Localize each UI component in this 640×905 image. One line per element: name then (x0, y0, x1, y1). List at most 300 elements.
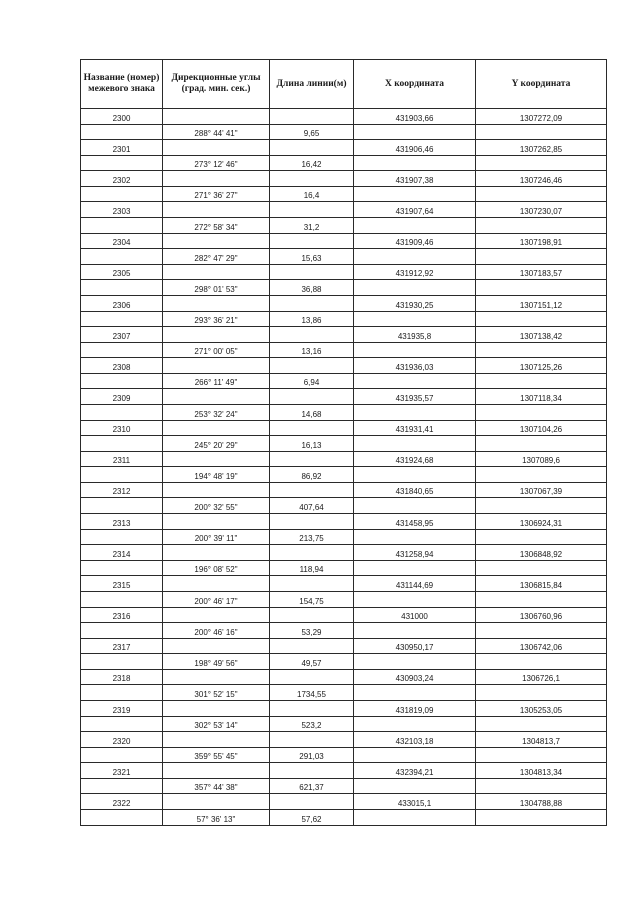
y-coordinate-cell-text: 1307230,07 (519, 207, 563, 217)
length-cell-text: 1734,55 (297, 689, 326, 699)
point-name-cell (81, 638, 163, 654)
y-coordinate-cell (476, 669, 607, 685)
bearing-cell (163, 623, 270, 639)
y-coordinate-cell-empty (476, 249, 607, 265)
bearing-cell-text: 194° 48' 19" (194, 471, 238, 481)
bearing-cell-text: 266° 11' 49" (194, 378, 238, 388)
x-coordinate-cell-text: 431000 (401, 612, 428, 622)
x-coordinate-cell (354, 794, 476, 810)
x-coordinate-cell-empty (354, 810, 476, 826)
bearing-cell-text: 196° 08' 52" (194, 565, 238, 575)
y-coordinate-cell-text: 1306742,06 (519, 643, 563, 653)
point-name-cell-text: 2307 (112, 331, 131, 341)
bearing-cell (163, 560, 270, 576)
bearing-cell (163, 186, 270, 202)
y-coordinate-cell-text: 1307118,34 (520, 393, 562, 403)
point-row (81, 233, 607, 249)
point-name-cell-empty (81, 436, 163, 452)
point-name-cell (81, 700, 163, 716)
bearing-cell (163, 404, 270, 420)
x-coordinate-cell-text: 432394,21 (395, 767, 434, 777)
segment-row (81, 529, 607, 545)
y-coordinate-cell-text: 1306815,84 (519, 580, 563, 590)
point-row (81, 763, 607, 779)
x-coordinate-cell (354, 451, 476, 467)
y-coordinate-cell-text: 1306726,1 (522, 674, 560, 684)
y-coordinate-cell-empty (476, 404, 607, 420)
x-coordinate-cell (354, 700, 476, 716)
length-cell-text: 53,29 (301, 627, 322, 637)
point-name-cell-text: 2318 (112, 674, 131, 684)
y-coordinate-cell-empty (476, 155, 607, 171)
bearing-cell-empty (163, 607, 270, 623)
bearing-cell (163, 591, 270, 607)
length-cell-empty (270, 420, 354, 436)
length-cell-empty (270, 638, 354, 654)
x-coordinate-cell (354, 482, 476, 498)
bearing-cell-empty (163, 638, 270, 654)
x-coordinate-cell-text: 431903,66 (395, 113, 434, 123)
bearing-cell-empty (163, 669, 270, 685)
point-name-cell (81, 576, 163, 592)
bearing-cell-text: 301° 52' 15" (194, 689, 238, 699)
segment-row (81, 560, 607, 576)
point-name-cell (81, 327, 163, 343)
x-coordinate-cell-text: 431144,69 (395, 580, 434, 590)
x-coordinate-cell-text: 431936,03 (395, 362, 434, 372)
point-row (81, 140, 607, 156)
y-coordinate-cell (476, 576, 607, 592)
length-cell-text: 154,75 (299, 596, 324, 606)
x-coordinate-cell-empty (354, 623, 476, 639)
y-coordinate-cell-empty (476, 436, 607, 452)
y-coordinate-cell-text: 1307246,46 (519, 175, 563, 185)
length-cell (270, 716, 354, 732)
segment-row (81, 155, 607, 171)
segment-row (81, 654, 607, 670)
bearing-cell (163, 747, 270, 763)
bearing-cell-text: 200° 32' 55" (194, 503, 238, 513)
point-name-cell-empty (81, 342, 163, 358)
length-cell-text: 31,2 (303, 222, 320, 232)
length-cell (270, 685, 354, 701)
length-cell-text: 86,92 (301, 471, 322, 481)
bearing-cell (163, 342, 270, 358)
point-name-cell (81, 202, 163, 218)
segment-row (81, 436, 607, 452)
x-coordinate-cell-text: 432103,18 (395, 736, 434, 746)
length-cell-empty (270, 202, 354, 218)
y-coordinate-cell-empty (476, 311, 607, 327)
length-cell (270, 249, 354, 265)
point-name-cell-empty (81, 467, 163, 483)
length-cell (270, 654, 354, 670)
segment-row (81, 311, 607, 327)
y-coordinate-cell-text: 1307125,26 (519, 362, 563, 372)
bearing-cell-text: 293° 36' 21" (194, 316, 238, 326)
bearing-cell (163, 716, 270, 732)
y-coordinate-cell (476, 140, 607, 156)
x-coordinate-cell-text: 431931,41 (395, 425, 434, 435)
point-name-cell-text: 2320 (112, 736, 131, 746)
bearing-cell-text: 273° 12' 46" (194, 160, 238, 170)
length-cell-text: 621,37 (299, 783, 324, 793)
y-coordinate-cell-text: 1304813,34 (519, 767, 563, 777)
point-name-cell-text: 2312 (112, 487, 131, 497)
length-cell-empty (270, 140, 354, 156)
y-coordinate-cell-text: 1307183,57 (519, 269, 563, 279)
y-coordinate-cell (476, 109, 607, 125)
x-coordinate-cell-empty (354, 654, 476, 670)
y-coordinate-cell-empty (476, 124, 607, 140)
length-cell-empty (270, 669, 354, 685)
y-coordinate-cell (476, 358, 607, 374)
point-name-cell-text: 2308 (112, 362, 131, 372)
bearing-cell-empty (163, 358, 270, 374)
length-cell-text: 49,57 (301, 658, 322, 668)
length-cell-text: 16,42 (301, 160, 322, 170)
length-cell-text: 36,88 (301, 284, 322, 294)
bearing-cell-empty (163, 264, 270, 280)
y-coordinate-cell (476, 171, 607, 187)
header-x-coordinate: X координата (354, 60, 476, 109)
bearing-cell-empty (163, 700, 270, 716)
point-name-cell-text: 2304 (112, 238, 131, 248)
point-row (81, 700, 607, 716)
bearing-cell-text: 200° 39' 11" (194, 534, 238, 544)
point-row (81, 171, 607, 187)
header-row (81, 60, 607, 109)
point-row (81, 576, 607, 592)
segment-row (81, 124, 607, 140)
x-coordinate-cell (354, 669, 476, 685)
point-name-cell-text: 2305 (112, 269, 131, 279)
x-coordinate-cell-text: 431258,94 (395, 549, 434, 559)
bearing-cell-empty (163, 202, 270, 218)
x-coordinate-cell-text: 431930,25 (395, 300, 434, 310)
length-cell (270, 623, 354, 639)
point-name-cell-empty (81, 716, 163, 732)
segment-row (81, 280, 607, 296)
bearing-cell-text: 288° 44' 41" (194, 129, 238, 139)
y-coordinate-cell-text: 1304788,88 (519, 799, 563, 809)
x-coordinate-cell (354, 140, 476, 156)
point-name-cell-text: 2316 (112, 612, 131, 622)
segment-row (81, 623, 607, 639)
bearing-cell (163, 810, 270, 826)
y-coordinate-cell (476, 327, 607, 343)
point-name-cell (81, 763, 163, 779)
y-coordinate-cell-empty (476, 560, 607, 576)
length-cell (270, 529, 354, 545)
x-coordinate-cell (354, 607, 476, 623)
y-coordinate-cell (476, 389, 607, 405)
y-coordinate-cell (476, 732, 607, 748)
segment-row (81, 591, 607, 607)
y-coordinate-cell-text: 1307151,12 (519, 300, 563, 310)
bearing-cell-empty (163, 482, 270, 498)
y-coordinate-cell (476, 763, 607, 779)
y-coordinate-cell-text: 1307262,85 (519, 144, 563, 154)
bearing-cell-text: 271° 36' 27" (194, 191, 238, 201)
point-name-cell-text: 2314 (112, 549, 131, 559)
length-cell (270, 342, 354, 358)
point-name-cell (81, 295, 163, 311)
bearing-cell-text: 272° 58' 34" (194, 222, 238, 232)
length-cell (270, 560, 354, 576)
length-cell (270, 155, 354, 171)
bearing-cell (163, 218, 270, 234)
x-coordinate-cell-text: 430903,24 (395, 674, 434, 684)
point-name-cell-empty (81, 404, 163, 420)
point-name-cell-text: 2303 (112, 207, 131, 217)
x-coordinate-cell-empty (354, 716, 476, 732)
bearing-cell-empty (163, 732, 270, 748)
segment-row (81, 716, 607, 732)
x-coordinate-cell-empty (354, 249, 476, 265)
x-coordinate-cell-empty (354, 373, 476, 389)
point-name-cell-text: 2301 (112, 144, 131, 154)
point-name-cell (81, 545, 163, 561)
length-cell (270, 373, 354, 389)
x-coordinate-cell-empty (354, 218, 476, 234)
point-row (81, 794, 607, 810)
bearing-cell (163, 467, 270, 483)
bearing-cell-text: 198° 49' 56" (194, 658, 238, 668)
length-cell-empty (270, 264, 354, 280)
y-coordinate-cell-empty (476, 280, 607, 296)
point-name-cell-text: 2310 (112, 425, 131, 435)
point-name-cell (81, 358, 163, 374)
point-name-cell (81, 420, 163, 436)
y-coordinate-cell-empty (476, 623, 607, 639)
y-coordinate-cell-empty (476, 654, 607, 670)
bearing-cell (163, 155, 270, 171)
bearing-cell-text: 200° 46' 17" (194, 596, 238, 606)
boundary-coordinates-table (80, 59, 607, 826)
y-coordinate-cell-empty (476, 342, 607, 358)
point-name-cell-text: 2315 (112, 580, 131, 590)
point-name-cell (81, 140, 163, 156)
bearing-cell-empty (163, 545, 270, 561)
x-coordinate-cell-text: 431907,64 (395, 207, 434, 217)
point-name-cell (81, 794, 163, 810)
x-coordinate-cell (354, 545, 476, 561)
x-coordinate-cell-empty (354, 155, 476, 171)
length-cell-empty (270, 732, 354, 748)
point-name-cell-text: 2300 (112, 113, 131, 123)
length-cell (270, 591, 354, 607)
bearing-cell-text: 357° 44' 38" (194, 783, 238, 793)
x-coordinate-cell-empty (354, 467, 476, 483)
point-name-cell-empty (81, 529, 163, 545)
y-coordinate-cell-text: 1307089,6 (522, 456, 560, 466)
length-cell-text: 15,63 (301, 253, 322, 263)
x-coordinate-cell-text: 431819,09 (395, 705, 434, 715)
bearing-cell (163, 778, 270, 794)
x-coordinate-cell (354, 420, 476, 436)
length-cell (270, 498, 354, 514)
x-coordinate-cell-empty (354, 404, 476, 420)
y-coordinate-cell-empty (476, 218, 607, 234)
x-coordinate-cell (354, 514, 476, 530)
bearing-cell-text: 245° 20' 29" (194, 440, 238, 450)
segment-row (81, 747, 607, 763)
point-name-cell (81, 514, 163, 530)
bearing-cell-text: 282° 47' 29" (194, 253, 238, 263)
point-row (81, 545, 607, 561)
length-cell (270, 778, 354, 794)
length-cell-text: 213,75 (299, 534, 324, 544)
point-name-cell-empty (81, 623, 163, 639)
point-name-cell-text: 2319 (112, 705, 131, 715)
point-name-cell-text: 2309 (112, 393, 131, 403)
segment-row (81, 467, 607, 483)
length-cell-text: 14,68 (301, 409, 322, 419)
length-cell-text: 16,13 (301, 440, 322, 450)
point-name-cell-text: 2302 (112, 175, 131, 185)
bearing-cell-text: 57° 36' 13" (196, 815, 236, 824)
y-coordinate-cell-empty (476, 467, 607, 483)
point-name-cell (81, 607, 163, 623)
point-row (81, 420, 607, 436)
x-coordinate-cell-empty (354, 529, 476, 545)
y-coordinate-cell-empty (476, 373, 607, 389)
header-bearing: Дирекционные углы (град. мин. сек.) (163, 60, 270, 109)
header-y-coordinate: Y координата (476, 60, 607, 109)
y-coordinate-cell (476, 264, 607, 280)
length-cell (270, 404, 354, 420)
point-name-cell-empty (81, 155, 163, 171)
x-coordinate-cell-text: 433015,1 (397, 799, 432, 809)
segment-row (81, 218, 607, 234)
y-coordinate-cell (476, 794, 607, 810)
y-coordinate-cell (476, 295, 607, 311)
bearing-cell-text: 253° 32' 24" (194, 409, 238, 419)
segment-row (81, 810, 607, 826)
bearing-cell-text: 298° 01' 53" (194, 284, 238, 294)
length-cell-empty (270, 794, 354, 810)
point-name-cell (81, 171, 163, 187)
x-coordinate-cell-empty (354, 747, 476, 763)
point-name-cell (81, 732, 163, 748)
header-point-name: Название (номер) межевого знака (81, 60, 163, 109)
length-cell (270, 747, 354, 763)
x-coordinate-cell-text: 431912,92 (395, 269, 434, 279)
y-coordinate-cell-empty (476, 591, 607, 607)
y-coordinate-cell-empty (476, 498, 607, 514)
point-name-cell-text: 2322 (112, 799, 131, 809)
x-coordinate-cell (354, 233, 476, 249)
x-coordinate-cell-text: 431909,46 (395, 238, 434, 248)
y-coordinate-cell (476, 233, 607, 249)
point-row (81, 669, 607, 685)
length-cell-empty (270, 545, 354, 561)
bearing-cell-empty (163, 109, 270, 125)
point-name-cell-text: 2321 (112, 767, 131, 777)
bearing-cell-empty (163, 171, 270, 187)
header-length: Длина линии(м) (270, 60, 354, 109)
length-cell-empty (270, 171, 354, 187)
bearing-cell-empty (163, 420, 270, 436)
bearing-cell-empty (163, 295, 270, 311)
point-row (81, 109, 607, 125)
x-coordinate-cell-empty (354, 685, 476, 701)
length-cell-empty (270, 109, 354, 125)
x-coordinate-cell-text: 431906,46 (395, 144, 434, 154)
length-cell-empty (270, 389, 354, 405)
y-coordinate-cell (476, 451, 607, 467)
segment-row (81, 498, 607, 514)
y-coordinate-cell-text: 1306760,96 (519, 612, 563, 622)
length-cell-empty (270, 763, 354, 779)
segment-row (81, 404, 607, 420)
y-coordinate-cell-text: 1307104,26 (519, 425, 563, 435)
bearing-cell (163, 654, 270, 670)
bearing-cell-empty (163, 451, 270, 467)
x-coordinate-cell (354, 109, 476, 125)
y-coordinate-cell (476, 482, 607, 498)
length-cell-text: 13,86 (301, 316, 322, 326)
bearing-cell (163, 498, 270, 514)
bearing-cell (163, 280, 270, 296)
x-coordinate-cell (354, 576, 476, 592)
y-coordinate-cell-empty (476, 685, 607, 701)
y-coordinate-cell (476, 514, 607, 530)
y-coordinate-cell (476, 638, 607, 654)
point-name-cell-text: 2313 (112, 518, 131, 528)
x-coordinate-cell (354, 202, 476, 218)
x-coordinate-cell-empty (354, 498, 476, 514)
point-row (81, 202, 607, 218)
x-coordinate-cell (354, 264, 476, 280)
y-coordinate-cell-text: 1307198,91 (519, 238, 563, 248)
x-coordinate-cell-text: 431924,68 (395, 456, 434, 466)
point-name-cell-empty (81, 778, 163, 794)
x-coordinate-cell-text: 431907,38 (395, 175, 434, 185)
x-coordinate-cell-empty (354, 186, 476, 202)
x-coordinate-cell (354, 358, 476, 374)
length-cell (270, 280, 354, 296)
length-cell-empty (270, 295, 354, 311)
length-cell-empty (270, 233, 354, 249)
length-cell (270, 124, 354, 140)
point-name-cell (81, 109, 163, 125)
point-row (81, 514, 607, 530)
y-coordinate-cell-text: 1307138,42 (519, 331, 563, 341)
bearing-cell (163, 529, 270, 545)
point-name-cell-text: 2317 (112, 643, 131, 653)
length-cell-text: 523,2 (301, 721, 322, 731)
point-row (81, 607, 607, 623)
bearing-cell (163, 685, 270, 701)
point-name-cell-empty (81, 249, 163, 265)
length-cell-text: 9,65 (303, 129, 320, 139)
bearing-cell-empty (163, 389, 270, 405)
y-coordinate-cell-empty (476, 186, 607, 202)
point-row (81, 451, 607, 467)
length-cell-text: 16,4 (303, 191, 320, 201)
y-coordinate-cell-text: 1307067,39 (519, 487, 563, 497)
point-name-cell-empty (81, 186, 163, 202)
x-coordinate-cell-text: 431458,95 (395, 518, 434, 528)
x-coordinate-cell-text: 431840,65 (395, 487, 434, 497)
point-name-cell (81, 264, 163, 280)
point-row (81, 732, 607, 748)
length-cell (270, 186, 354, 202)
point-name-cell-empty (81, 311, 163, 327)
length-cell-empty (270, 358, 354, 374)
